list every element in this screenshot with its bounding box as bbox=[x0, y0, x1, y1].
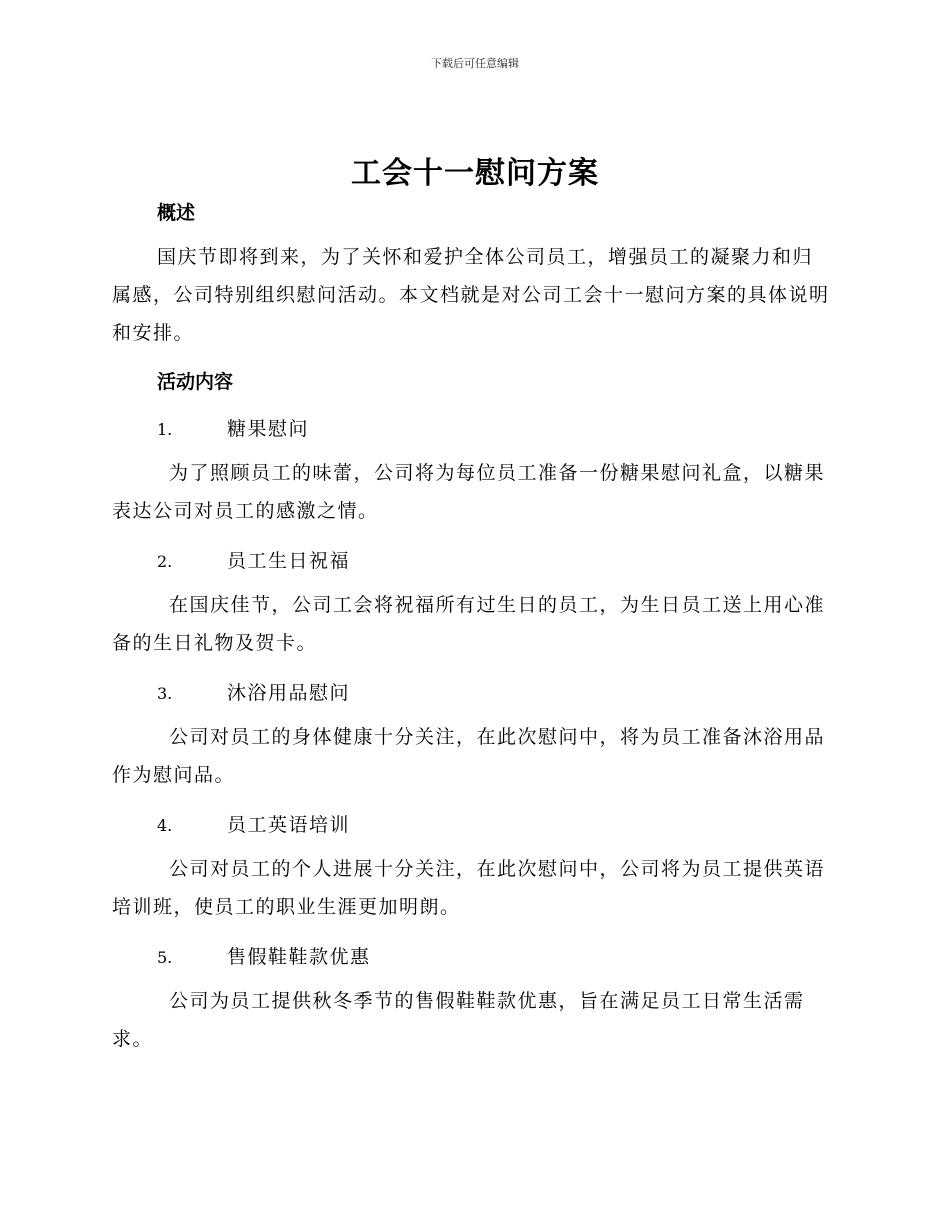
overview-heading: 概述 bbox=[157, 202, 196, 224]
activity-number: 5. bbox=[157, 948, 173, 967]
activity-item bbox=[157, 414, 309, 441]
activity-number: 3. bbox=[157, 684, 173, 703]
activity-title: 糖果慰问 bbox=[227, 418, 310, 440]
activity-item bbox=[157, 810, 350, 837]
activity-description: 公司对员工的个人进展十分关注，在此次慰问中，公司将为员工提供英语培训班，使员工的职业生涯更加明朗。 bbox=[112, 858, 826, 918]
activity-title: 员工生日祝福 bbox=[227, 550, 351, 572]
activity-item bbox=[157, 678, 350, 705]
activity-description: 在国庆佳节，公司工会将祝福所有过生日的员工，为生日员工送上用心准备的生日礼物及贺卡。 bbox=[112, 594, 826, 654]
activity-title: 售假鞋鞋款优惠 bbox=[227, 946, 371, 968]
activity-description: 公司为员工提供秋冬季节的售假鞋鞋款优惠，旨在满足员工日常生活需求。 bbox=[112, 990, 805, 1050]
activity-title: 沐浴用品慰问 bbox=[227, 682, 351, 704]
document-title: 工会十一慰问方案 bbox=[351, 156, 599, 191]
activity-number: 2. bbox=[157, 552, 173, 571]
activity-item bbox=[157, 546, 350, 573]
activities-heading: 活动内容 bbox=[157, 371, 234, 393]
activity-item bbox=[157, 942, 371, 969]
activity-description: 公司对员工的身体健康十分关注，在此次慰问中，将为员工准备沐浴用品作为慰问品。 bbox=[112, 726, 826, 786]
activity-number: 4. bbox=[157, 816, 173, 835]
header-note: 下载后可任意编辑 bbox=[431, 57, 519, 70]
activity-title: 员工英语培训 bbox=[227, 814, 351, 836]
activity-number: 1. bbox=[157, 420, 173, 439]
activity-description: 为了照顾员工的味蕾，公司将为每位员工准备一份糖果慰问礼盒，以糖果表达公司对员工的感激之情。 bbox=[112, 462, 826, 522]
overview-paragraph: 国庆节即将到来，为了关怀和爱护全体公司员工，增强员工的凝聚力和归属感，公司特别组织慰问活动。本文档就是对公司工会十一慰问方案的具体说明和安排。 bbox=[112, 246, 830, 344]
